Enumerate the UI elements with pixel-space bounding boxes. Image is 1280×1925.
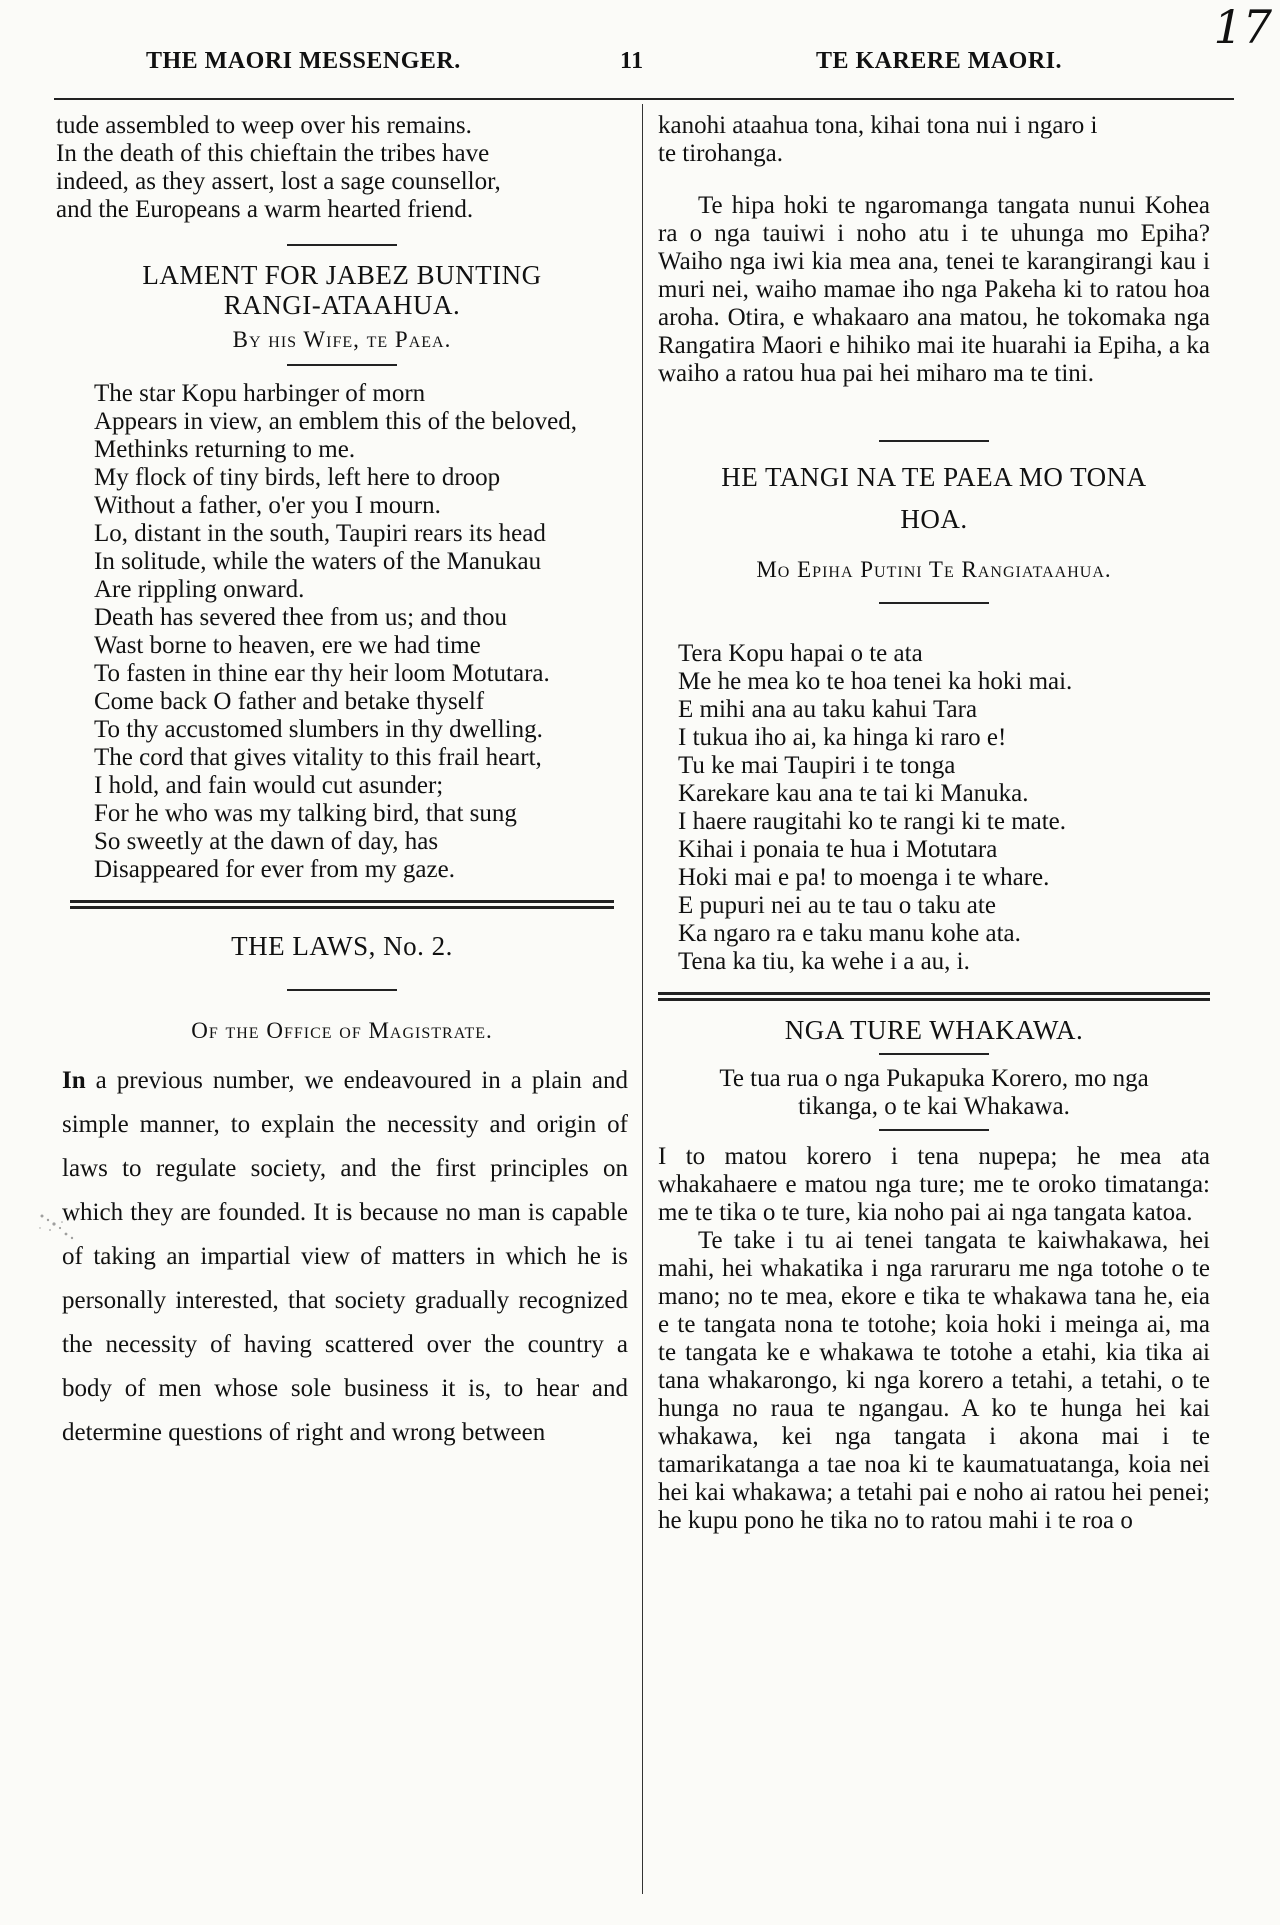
poem-line: Tu ke mai Taupiri i te tonga xyxy=(678,752,956,779)
poem-line: Karekare kau ana te tai ki Manuka. xyxy=(678,780,1029,807)
section-double-rule xyxy=(658,992,1210,1001)
poem-line: Appears in view, an emblem this of the beloved, xyxy=(94,408,577,435)
ture-paragraph: I to matou korero i tena nupepa; he mea ata whakahaere e matou nga ture; me te oroko timatanga: me te tika o te ture, kia noho pai ai nga tangata katoa. xyxy=(658,1143,1210,1226)
section-rule xyxy=(879,602,989,604)
poem-line: Kihai i ponaia te hua i Motutara xyxy=(678,836,998,863)
poem-line: Without a father, o'er you I mourn. xyxy=(94,492,441,519)
tangi-poem xyxy=(658,640,1210,976)
poem-line: To fasten in thine ear thy heir loom Motutara. xyxy=(94,660,550,687)
poem-line: Death has severed thee from us; and thou xyxy=(94,604,508,631)
section-rule xyxy=(879,1129,989,1131)
poem-line: E pupuri nei au te tau o taku ate xyxy=(678,892,996,919)
poem-line: Come back O father and betake thyself xyxy=(94,688,485,715)
poem-line: Wast borne to heaven, ere we had time xyxy=(94,632,481,659)
poem-line: Are rippling onward. xyxy=(94,576,305,603)
ture-paragraph: Te take i tu ai tenei tangata te kaiwhakawa, hei mahi, hei whakatika i nga raruraru me nga totohe o te mano; no te mea, ekore e tika te whakawa tana he, eia e te tangata nona te totohe; koia hoki i meinga ai, ma te tangata ke e whakawa te totohe a etahi, kia tika ai tana whakarongo, ki nga korero a tetahi, a tetahi, o te hunga no raua te ngangau. A ko te hunga hei kai whakawa, kei nga tangata i akona mai i te tamarikatanga a tae noa ki te kaumatuatanga, koia nei hei kai whakawa; a tetahi pai e noho ai ratou hei penei; he kupu pono he tika no to ratou mahi i te roa o xyxy=(658,1227,1210,1534)
poem-line: My flock of tiny birds, left here to droop xyxy=(94,464,501,491)
lament-title: LAMENT FOR JABEZ BUNTING RANGI-ATAAHUA. xyxy=(142,260,542,320)
intro-line: indeed, as they assert, lost a sage counsellor, xyxy=(56,168,501,195)
poem-line: Disappeared for ever from my gaze. xyxy=(94,856,455,883)
intro-line: kanohi ataahua tona, kihai tona nui i ngaro i xyxy=(658,112,1098,139)
poem-line: For he who was my talking bird, that sung xyxy=(94,800,517,827)
header-rule xyxy=(54,98,1234,100)
poem-line: E mihi ana au taku kahui Tara xyxy=(678,696,978,723)
page-number: 11 xyxy=(620,48,644,74)
laws-subtitle: Of the Office of Magistrate. xyxy=(191,1018,493,1043)
right-column-maori xyxy=(658,112,1210,1535)
section-rule xyxy=(287,244,397,246)
tangi-subtitle: Mo Epiha Putini Te Rangiataahua. xyxy=(756,557,1112,582)
lament-poem xyxy=(56,380,628,884)
left-column-english xyxy=(56,112,628,1455)
laws-paragraph xyxy=(56,1059,628,1455)
intro-paragraph xyxy=(56,112,628,224)
intro-line: In the death of this chieftain the tribes have xyxy=(56,140,490,167)
poem-line: So sweetly at the dawn of day, has xyxy=(94,828,439,855)
tangi-title-line1: HE TANGI NA TE PAEA MO TONA xyxy=(721,462,1147,492)
section-rule xyxy=(287,989,397,991)
laws-body-text: a previous number, we endeavoured in a plain and simple manner, to explain the necessity and origin of laws to regulate society, and the first principles on which they are founded. It is because no man is capable of taking an impartial view of matters in which he is personally interested, that society gradually recognized the necessity of having scattered over the country a body of men whose sole business it is, to hear and determine questions of right and wrong between xyxy=(62,1067,628,1446)
poem-line: The cord that gives vitality to this frail heart, xyxy=(94,744,542,771)
intro-paragraph xyxy=(658,112,1210,168)
intro-line: and the Europeans a warm hearted friend. xyxy=(56,196,474,223)
poem-line: Hoki mai e pa! to moenga i te whare. xyxy=(678,864,1050,891)
poem-line: I haere raugitahi ko te rangi ki te mate. xyxy=(678,808,1067,835)
poem-line: In solitude, while the waters of the Manukau xyxy=(94,548,542,575)
poem-line: I hold, and fain would cut asunder; xyxy=(94,772,444,799)
section-rule xyxy=(879,440,989,442)
poem-line: To thy accustomed slumbers in thy dwelling. xyxy=(94,716,543,743)
laws-title: THE LAWS, No. 2. xyxy=(231,931,453,961)
poem-line: Lo, distant in the south, Taupiri rears its head xyxy=(94,520,546,547)
laws-dropcap: In xyxy=(62,1067,86,1094)
tangi-title-line2: HOA. xyxy=(900,504,968,534)
poem-line: Ka ngaro ra e taku manu kohe ata. xyxy=(678,920,1021,947)
running-head-maori: TE KARERE MAORI. xyxy=(816,48,1063,74)
poem-line: Tena ka tiu, ka wehe i a au, i. xyxy=(678,948,970,975)
ture-body xyxy=(658,1143,1210,1535)
section-double-rule xyxy=(70,900,614,909)
maori-paragraph: Te hipa hoki te ngaromanga tangata nunui Kohea ra o nga tauiwi i noho atu i te uhunga mo Epiha? Waiho nga iwi kia mea ana, tenei te karangirangi kau i muri nei, waiho mamae iho nga Pakeha ki to ratou hoa aroha. Otira, e whakaaro ana matou, he tokomaka nga Rangatira Maori e hihiko mai ite huarahi ia Epiha, a ka waiho a ratou hua pai hei miharo ma te tini. xyxy=(658,192,1210,387)
section-rule xyxy=(287,364,397,366)
poem-line: Methinks returning to me. xyxy=(94,436,356,463)
poem-line: The star Kopu harbinger of morn xyxy=(94,380,426,407)
handwritten-folio-mark: 17 xyxy=(1213,0,1272,54)
lament-byline: By his Wife, te Paea. xyxy=(232,327,452,352)
poem-line: I tukua iho ai, ka hinga ki raro e! xyxy=(678,724,1007,751)
column-divider xyxy=(642,104,643,1894)
poem-line: Tera Kopu hapai o te ata xyxy=(678,640,923,667)
intro-line: te tirohanga. xyxy=(658,140,783,167)
intro-line: tude assembled to weep over his remains. xyxy=(56,112,472,139)
running-head-english: THE MAORI MESSENGER. xyxy=(146,48,461,74)
section-rule xyxy=(879,1053,989,1055)
ture-subtitle: Te tua rua o nga Pukapuka Korero, mo nga tikanga, o te kai Whakawa. xyxy=(719,1065,1149,1120)
poem-line: Me he mea ko te hoa tenei ka hoki mai. xyxy=(678,668,1073,695)
ture-title: NGA TURE WHAKAWA. xyxy=(784,1015,1084,1045)
